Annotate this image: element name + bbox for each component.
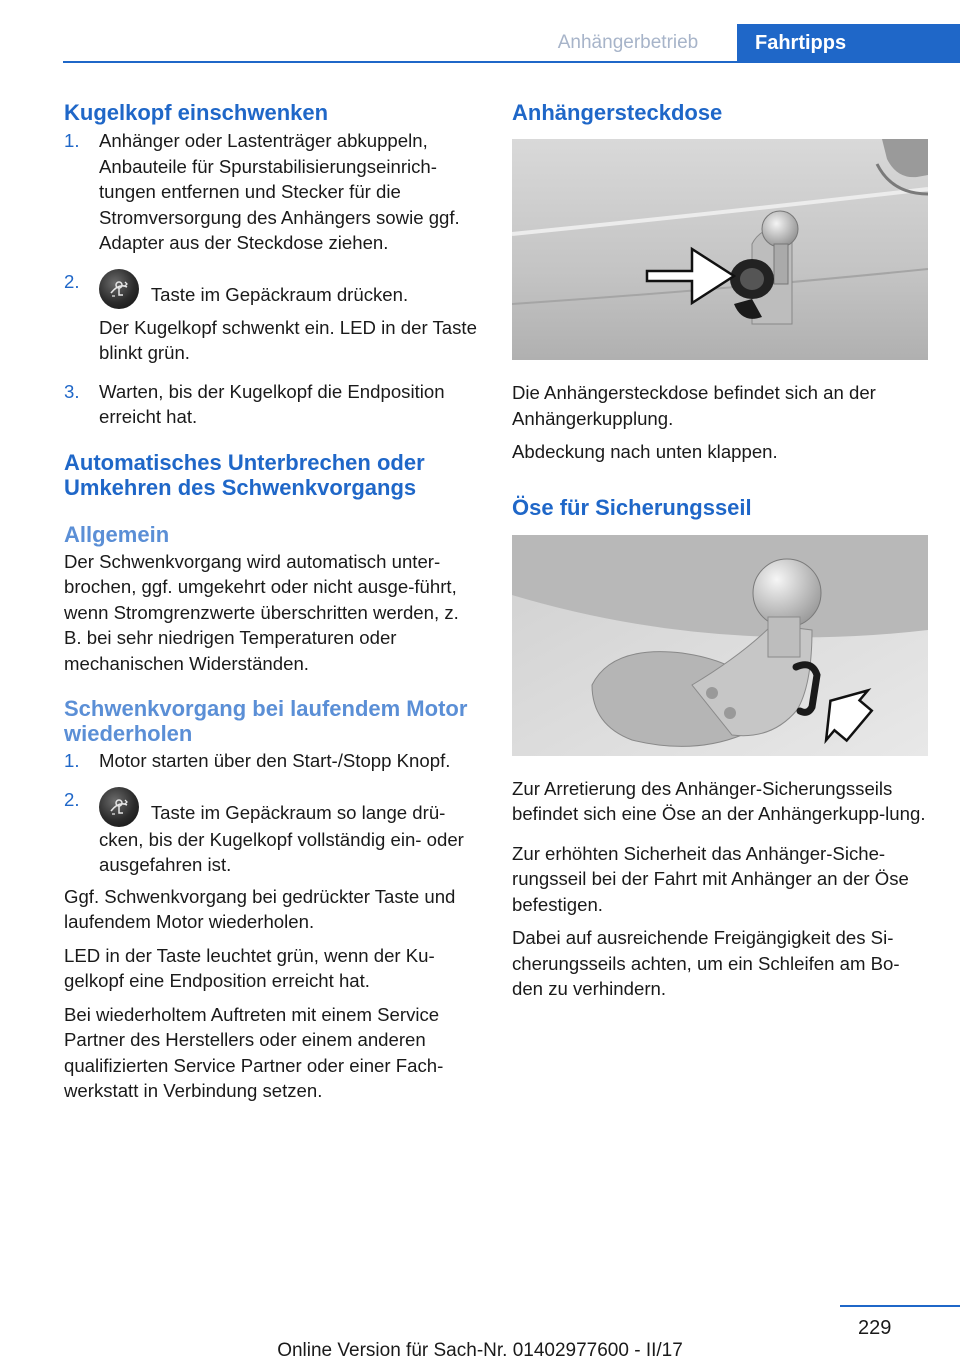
step-number: 2. — [64, 270, 80, 292]
paragraph-oese-sicherheit: Zur erhöhten Sicherheit das Anhänger-Siche‐rungsseil bei der Fahrt mit Anhänger an der Öse befestigen. — [512, 842, 909, 915]
step-number: 1. — [64, 750, 80, 771]
step-text: Taste im Gepäckraum drücken. — [150, 283, 409, 305]
heading-oese-sicherungsseil: Öse für Sicherungsseil — [512, 494, 752, 520]
step-text: Anhänger oder Lastenträger abkuppeln, Anbauteile für Spurstabilisierungseinrich‐tungen entfernen und Stecker für die Stromversorgung des Anhängers sowie ggf. Adapter aus der Steckdose ziehen. — [99, 130, 460, 253]
paragraph-allgemein: Der Schwenkvorgang wird automatisch unter‐brochen, ggf. umgekehrt oder nicht ausge‐führt, wenn Stromgrenzwerte überschritten werden, z. B. bei sehr niedrigen Temperaturen oder mechanischen Widerständen. — [64, 550, 459, 674]
safety-rope-eyelet-photo — [512, 535, 928, 756]
list-item — [64, 379, 478, 430]
step-note: Der Kugelkopf schwenkt ein. LED in der Taste blinkt grün. — [99, 316, 477, 363]
step-number: 2. — [64, 788, 80, 810]
header-rule — [63, 61, 960, 63]
heading-anhaengersteckdose: Anhängersteckdose — [512, 100, 723, 125]
paragraph-steckdose-location: Die Anhängersteckdose befindet sich an der Anhängerkupplung. — [512, 382, 876, 429]
trailer-hitch-key-icon — [99, 787, 139, 827]
paragraph-wiederholen: Ggf. Schwenkvorgang bei gedrückter Taste und laufendem Motor wiederholen. — [64, 885, 456, 932]
list-item — [64, 269, 478, 366]
trailer-socket-photo — [512, 139, 928, 360]
paragraph-service: Bei wiederholtem Auftreten mit einem Service Partner des Herstellers oder einem anderen qualifizierten Service Partner oder einer Fach‐werkstatt in Verbindung setzen. — [64, 1003, 444, 1101]
paragraph-oese-freigaengigkeit: Dabei auf ausreichende Freigängigkeit des Si‐cherungsseils achten, um ein Schleifen am Bo‐den zu verhindern. — [512, 927, 900, 999]
list-item — [64, 748, 478, 774]
heading-kugelkopf-einschwenken: Kugelkopf einschwenken — [64, 100, 329, 125]
heading-allgemein: Allgemein — [64, 521, 170, 547]
right-column — [512, 100, 928, 1010]
list-item — [64, 128, 478, 256]
steps-motor — [64, 748, 478, 878]
paragraph-abdeckung: Abdeckung nach unten klappen. — [512, 441, 778, 462]
steps-einschwenken — [64, 128, 478, 430]
list-item — [64, 787, 478, 878]
paragraph-oese-arretierung: Zur Arretierung des Anhänger-Sicherungsseils befindet sich eine Öse an der Anhängerkupp‐lung. — [512, 777, 926, 824]
heading-schwenkvorgang-motor: Schwenkvorgang bei laufendem Motor wiederholen — [64, 696, 468, 746]
header-section-title: Anhängerbetrieb — [557, 32, 699, 53]
step-text: Warten, bis der Kugelkopf die Endposition erreicht hat. — [99, 380, 445, 427]
heading-automatisches-unterbrechen: Automatisches Unterbrechen oder Umkehren des Schwenkvorgangs — [64, 449, 425, 500]
step-number: 1. — [64, 130, 80, 151]
left-column — [64, 100, 478, 1112]
paragraph-led: LED in der Taste leuchtet grün, wenn der Ku‐gelkopf eine Endposition erreicht hat. — [64, 944, 435, 991]
page-number: 229 — [858, 1317, 892, 1339]
step-text: Taste im Gepäckraum so lange drü‐cken, bis der Kugelkopf vollständig ein- oder ausgefahren ist. — [99, 801, 464, 875]
footer-rule — [840, 1305, 960, 1307]
header-chapter-tab: Fahrtipps — [737, 24, 960, 62]
step-number: 3. — [64, 380, 80, 402]
step-text: Motor starten über den Start-/Stopp Knopf. — [99, 750, 451, 771]
online-version-note: Online Version für Sach-Nr. 01402977600 - II/17 — [277, 1340, 683, 1361]
trailer-hitch-key-icon — [99, 269, 139, 309]
